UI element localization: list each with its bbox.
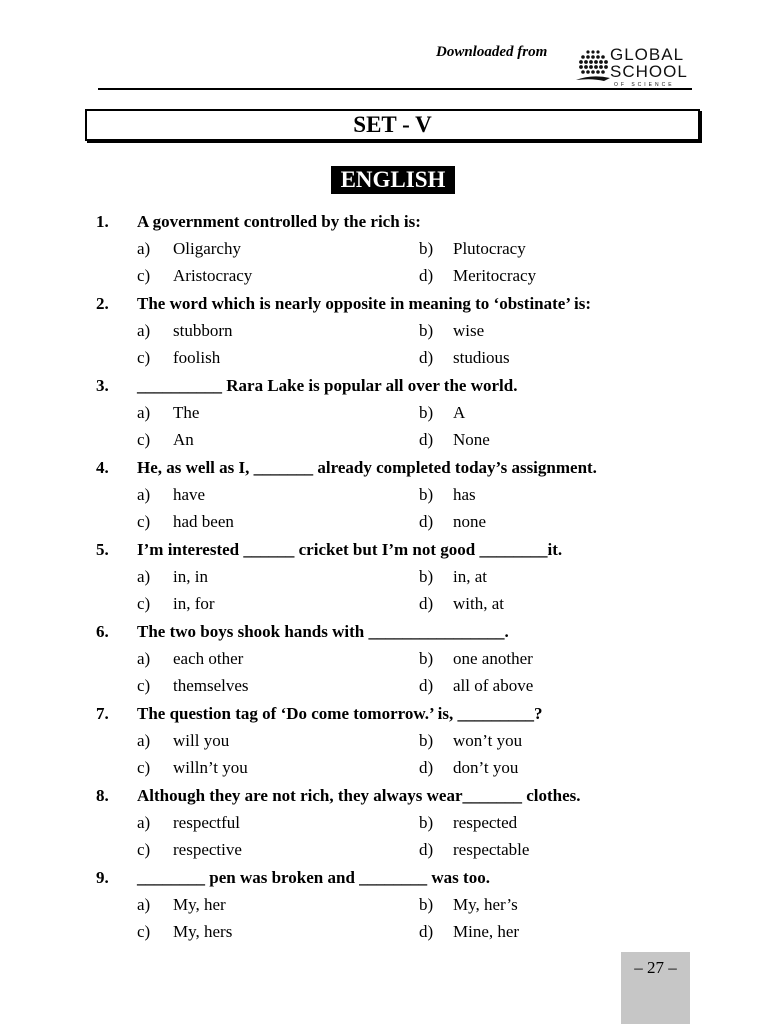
option-text: foolish — [173, 348, 221, 367]
question-number: 8. — [96, 786, 109, 805]
question-item — [0, 292, 768, 374]
logo-line-of-science: OF SCIENCE — [614, 82, 675, 88]
page-number-box — [621, 952, 690, 1024]
global-school-logo — [566, 46, 696, 90]
option-text: Oligarchy — [173, 239, 241, 258]
option-text: respected — [453, 813, 518, 832]
option-letter: d) — [419, 594, 434, 613]
question-text: Although they are not rich, they always wear_______ clothes. — [137, 786, 581, 805]
question-item — [0, 702, 768, 784]
option-text: in, for — [173, 594, 215, 613]
page-number: – 27 – — [634, 958, 677, 977]
option-letter: c) — [137, 922, 151, 941]
question-number: 2. — [96, 294, 109, 313]
option-letter: a) — [137, 239, 151, 258]
option-letter: d) — [419, 430, 434, 449]
option-letter: b) — [419, 403, 434, 422]
option-letter: c) — [137, 594, 151, 613]
question-item — [0, 374, 768, 456]
option-text: respective — [173, 840, 242, 859]
option-text: wise — [453, 321, 485, 340]
option-letter: a) — [137, 895, 151, 914]
question-item — [0, 866, 768, 948]
option-letter: c) — [137, 512, 151, 531]
question-text: He, as well as I, _______ already completed today’s assignment. — [137, 458, 597, 477]
question-item — [0, 620, 768, 702]
set-title: SET - V — [353, 112, 432, 137]
option-letter: a) — [137, 813, 151, 832]
option-letter: c) — [137, 348, 151, 367]
subject-label: ENGLISH — [340, 167, 446, 192]
option-text: in, at — [453, 567, 487, 586]
question-item — [0, 456, 768, 538]
option-letter: c) — [137, 758, 151, 777]
option-text: Meritocracy — [453, 266, 537, 285]
option-text: themselves — [173, 676, 249, 695]
option-text: with, at — [453, 594, 504, 613]
option-text: each other — [173, 649, 244, 668]
question-number: 9. — [96, 868, 109, 887]
option-letter: b) — [419, 895, 434, 914]
option-letter: b) — [419, 321, 434, 340]
option-text: will you — [173, 731, 230, 750]
option-text: one another — [453, 649, 533, 668]
option-text: Mine, her — [453, 922, 520, 941]
option-text: None — [453, 430, 490, 449]
question-number: 3. — [96, 376, 109, 395]
question-number: 1. — [96, 212, 109, 231]
option-letter: c) — [137, 840, 151, 859]
downloaded-from-label: Downloaded from — [436, 44, 548, 60]
page-header — [0, 40, 768, 90]
option-letter: d) — [419, 348, 434, 367]
question-item — [0, 210, 768, 292]
option-text: Plutocracy — [453, 239, 526, 258]
logo-line-global: GLOBAL — [610, 45, 685, 64]
option-text: stubborn — [173, 321, 233, 340]
option-text: My, her — [173, 895, 226, 914]
option-letter: b) — [419, 485, 434, 504]
option-text: respectful — [173, 813, 241, 832]
question-text: ________ pen was broken and ________ was too. — [137, 868, 490, 887]
question-text: __________ Rara Lake is popular all over the world. — [137, 376, 518, 395]
option-text: willn’t you — [173, 758, 248, 777]
question-text: A government controlled by the rich is: — [137, 212, 421, 231]
option-text: none — [453, 512, 487, 531]
question-number: 6. — [96, 622, 109, 641]
option-letter: b) — [419, 567, 434, 586]
logo-line-school: SCHOOL — [610, 62, 688, 81]
option-letter: d) — [419, 676, 434, 695]
set-title-box — [85, 109, 700, 141]
question-item — [0, 538, 768, 620]
question-number: 7. — [96, 704, 109, 723]
option-text: studious — [453, 348, 510, 367]
option-text: A — [453, 403, 466, 422]
option-text: An — [173, 430, 194, 449]
question-list — [0, 210, 768, 948]
question-number: 5. — [96, 540, 109, 559]
question-text: The word which is nearly opposite in meaning to ‘obstinate’ is: — [137, 294, 591, 313]
option-text: in, in — [173, 567, 208, 586]
option-letter: a) — [137, 649, 151, 668]
option-text: don’t you — [453, 758, 519, 777]
question-text: The two boys shook hands with ________________. — [137, 622, 509, 641]
option-letter: a) — [137, 567, 151, 586]
option-letter: a) — [137, 485, 151, 504]
question-item — [0, 784, 768, 866]
option-letter: c) — [137, 266, 151, 285]
option-text: has — [453, 485, 476, 504]
option-text: My, her’s — [453, 895, 518, 914]
option-text: won’t you — [453, 731, 523, 750]
option-letter: d) — [419, 922, 434, 941]
option-letter: d) — [419, 512, 434, 531]
option-letter: a) — [137, 731, 151, 750]
option-letter: a) — [137, 403, 151, 422]
option-letter: b) — [419, 649, 434, 668]
option-text: The — [173, 403, 200, 422]
option-text: respectable — [453, 840, 530, 859]
logo-wordmark — [610, 46, 688, 80]
subject-heading — [331, 166, 455, 194]
header-divider — [98, 88, 692, 90]
question-number: 4. — [96, 458, 109, 477]
option-letter: d) — [419, 758, 434, 777]
globe-dots-icon — [574, 48, 614, 84]
option-text: all of above — [453, 676, 534, 695]
option-letter: c) — [137, 676, 151, 695]
option-text: My, hers — [173, 922, 233, 941]
option-letter: d) — [419, 266, 434, 285]
option-letter: b) — [419, 813, 434, 832]
option-text: Aristocracy — [173, 266, 253, 285]
option-letter: c) — [137, 430, 151, 449]
option-letter: b) — [419, 239, 434, 258]
option-letter: a) — [137, 321, 151, 340]
question-text: The question tag of ‘Do come tomorrow.’ is, _________? — [137, 704, 543, 723]
option-text: had been — [173, 512, 234, 531]
option-text: have — [173, 485, 206, 504]
question-text: I’m interested ______ cricket but I’m not good ________it. — [137, 540, 563, 559]
option-letter: d) — [419, 840, 434, 859]
option-letter: b) — [419, 731, 434, 750]
